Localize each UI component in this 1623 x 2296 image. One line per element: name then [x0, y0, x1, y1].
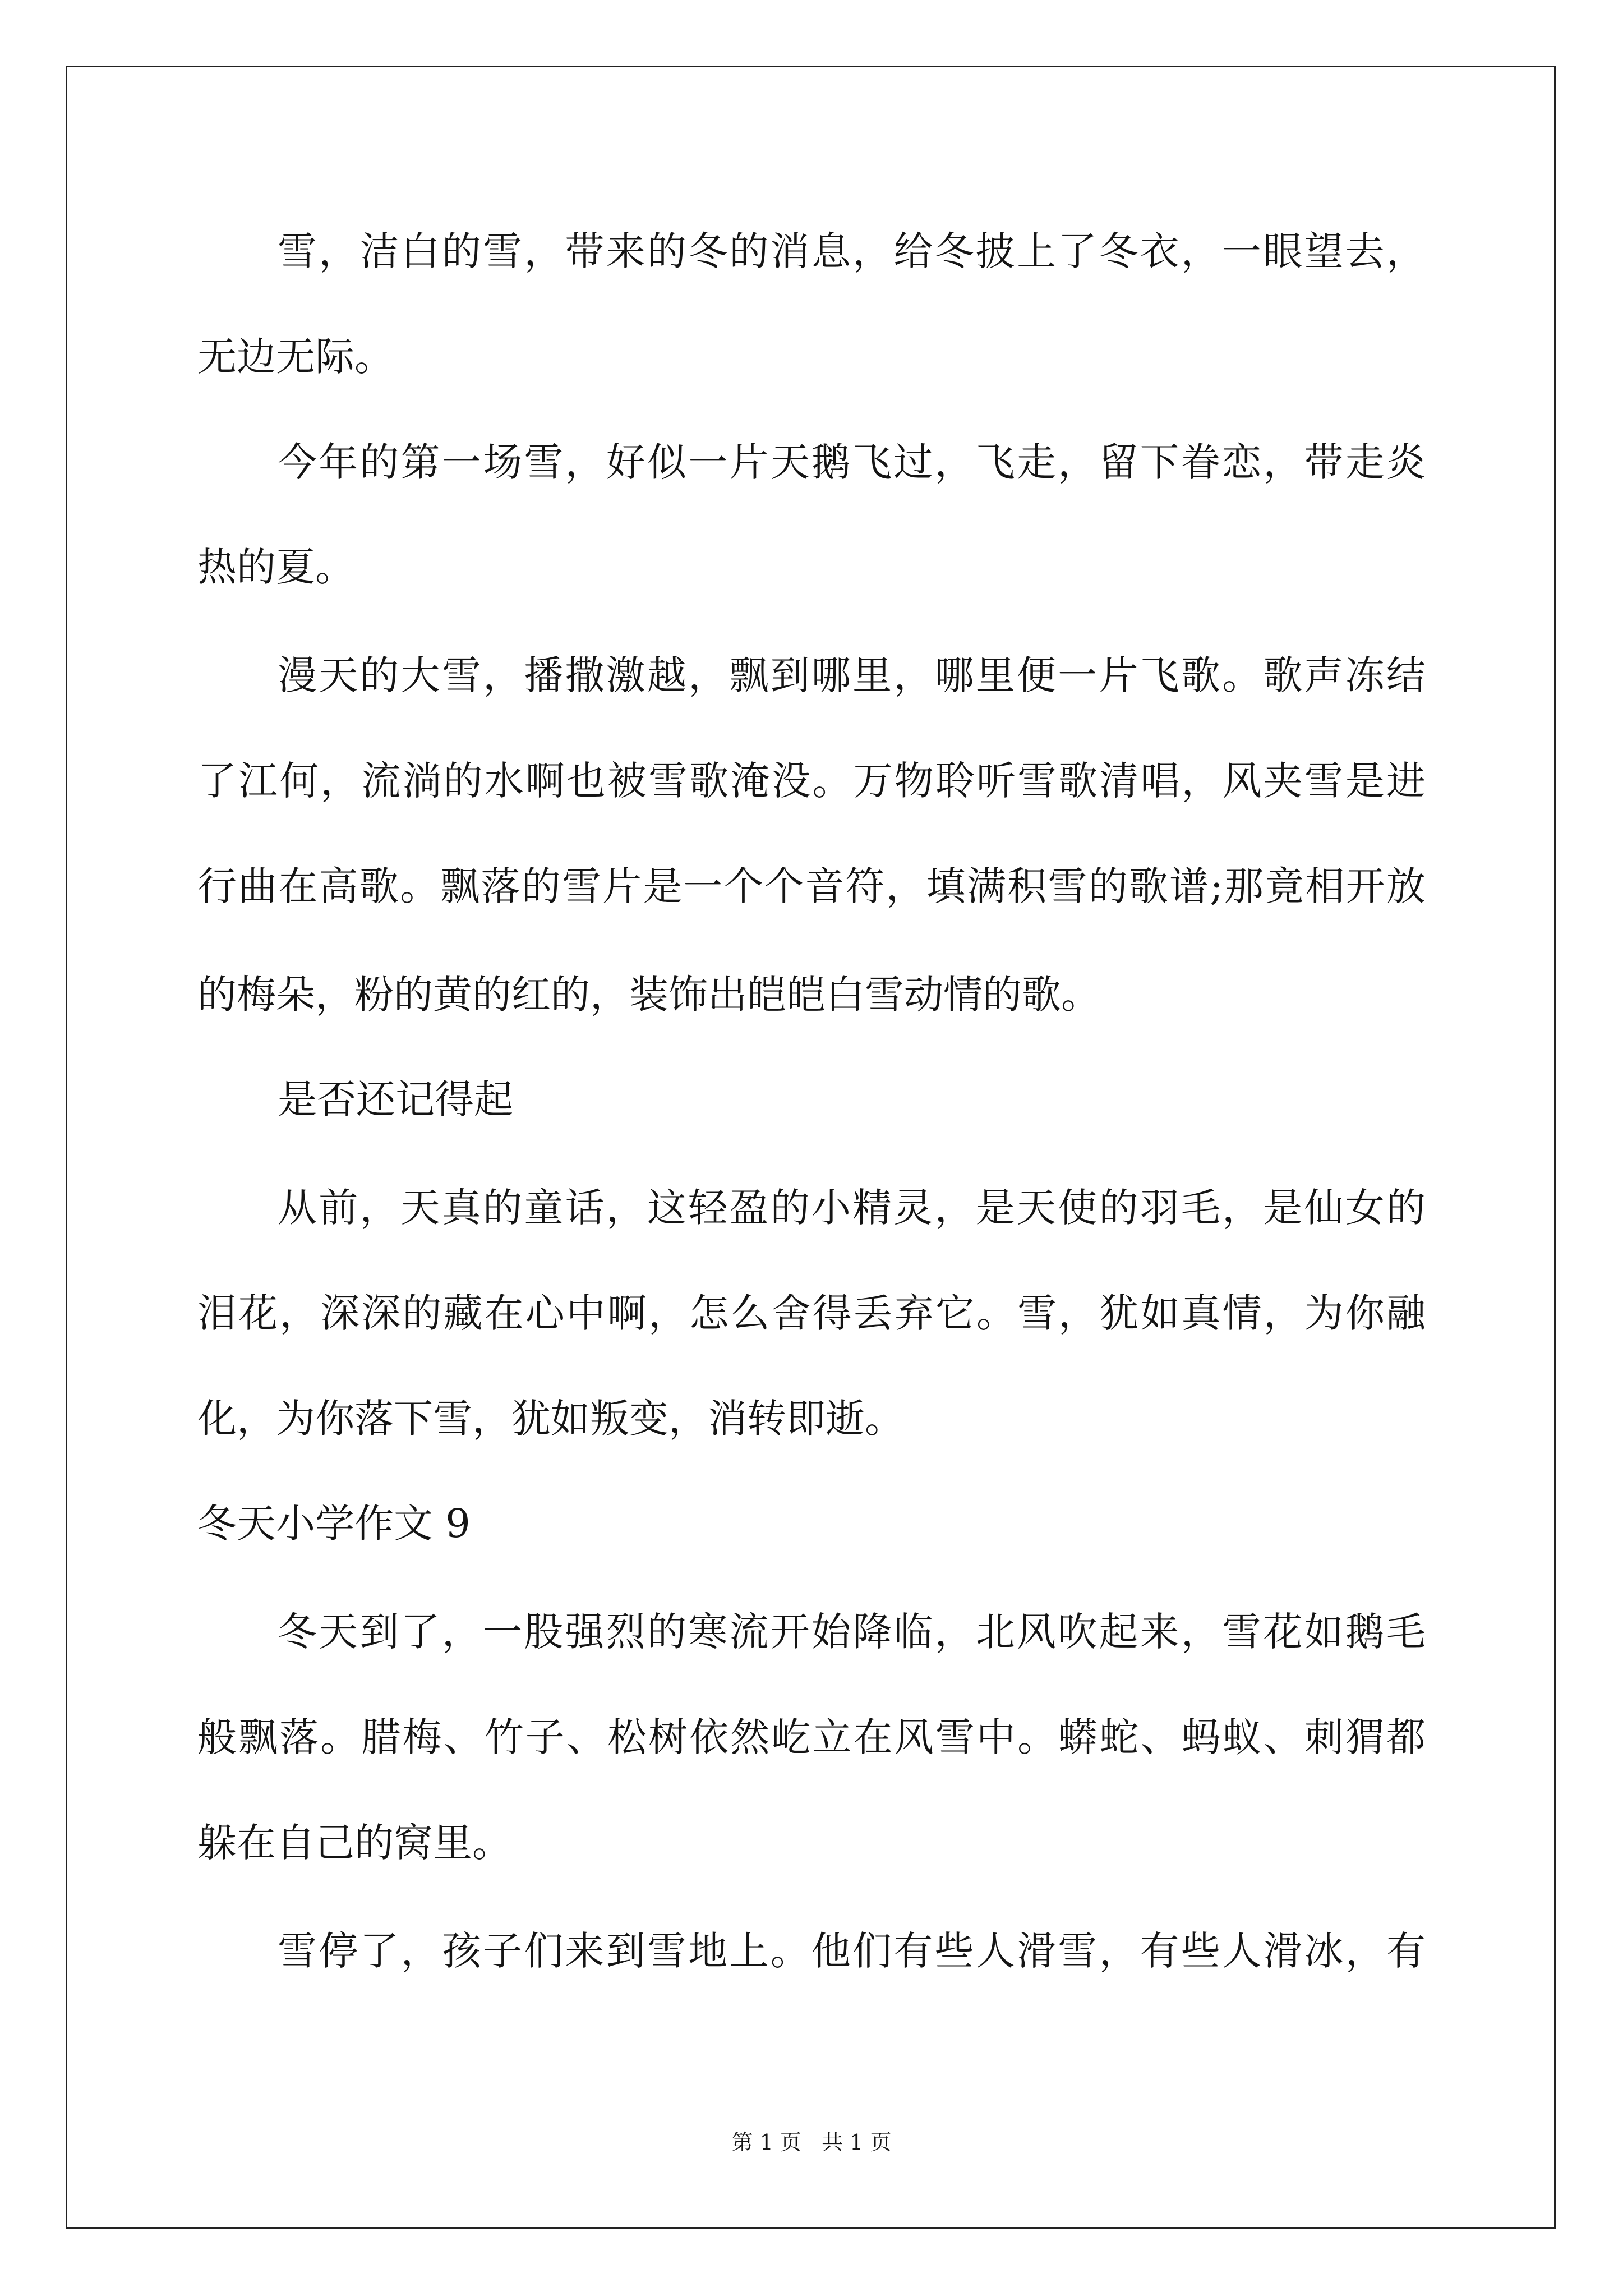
text-line: 了江何，流淌的水啊也被雪歌淹没。万物聆听雪歌清唱，风夹雪是进 — [197, 758, 1426, 803]
page-footer: 第 1 页 共 1 页 — [731, 2130, 892, 2155]
text-line: 躲在自己的窝里。 — [197, 1820, 511, 1865]
text-line: 雪，洁白的雪，带来的冬的消息，给冬披上了冬衣，一眼望去， — [278, 229, 1426, 274]
text-line: 泪花，深深的藏在心中啊，怎么舍得丢弃它。雪，犹如真情，为你融 — [197, 1291, 1426, 1336]
text-line: 无边无际。 — [197, 334, 394, 379]
text-line: 是否还记得起 — [278, 1077, 513, 1122]
page-border — [66, 66, 1556, 2229]
text-line: 化，为你落下雪，犹如叛变，消转即逝。 — [197, 1396, 904, 1441]
text-line: 热的夏。 — [197, 545, 354, 590]
text-line: 今年的第一场雪，好似一片天鹅飞过，飞走，留下眷恋，带走炎 — [278, 440, 1426, 485]
text-line: 冬天到了，一股强烈的寒流开始降临，北风吹起来，雪花如鹅毛 — [278, 1609, 1426, 1654]
section-heading: 冬天小学作文 9 — [197, 1501, 471, 1546]
text-line: 雪停了，孩子们来到雪地上。他们有些人滑雪，有些人滑冰，有 — [278, 1929, 1426, 1973]
text-line: 的梅朵，粉的黄的红的，装饰出皑皑白雪动情的歌。 — [197, 972, 1100, 1017]
text-line: 从前，天真的童话，这轻盈的小精灵，是天使的羽毛，是仙女的 — [278, 1185, 1426, 1230]
text-line: 行曲在高歌。飘落的雪片是一个个音符，填满积雪的歌谱;那竟相开放 — [197, 864, 1426, 909]
text-line: 般飘落。腊梅、竹子、松树依然屹立在风雪中。蟒蛇、蚂蚁、刺猬都 — [197, 1715, 1426, 1760]
text-line: 漫天的大雪，播撒激越，飘到哪里，哪里便一片飞歌。歌声冻结 — [278, 653, 1426, 698]
